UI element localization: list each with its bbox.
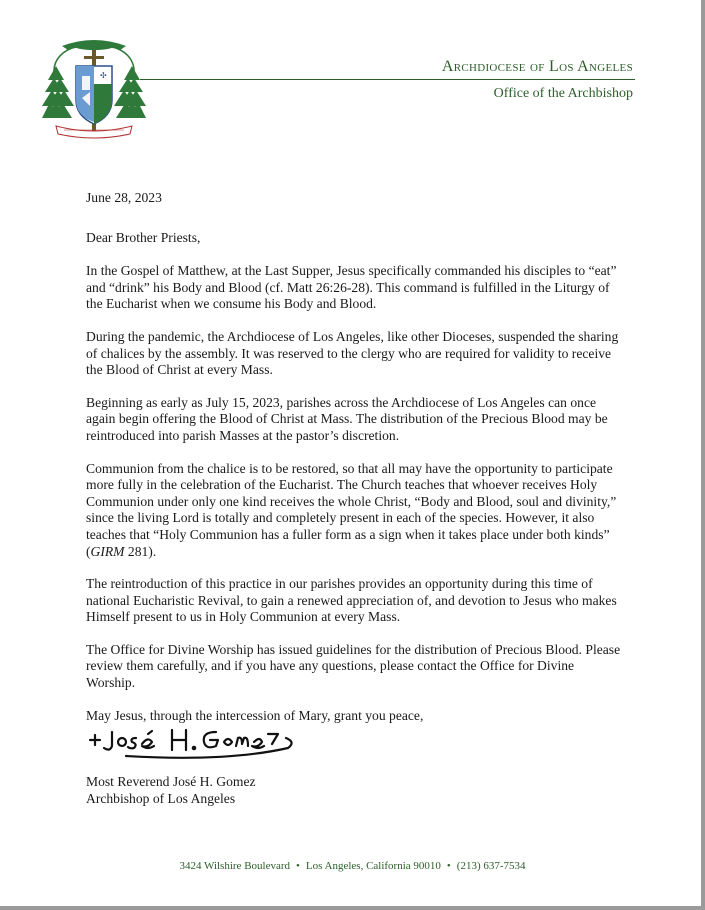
paragraph-4-text: Communion from the chalice is to be restored, so that all may have the opportunity to participate more fully in the celebration of the Eucharist. The Church teaches that whoever receives Holy Communion under only one kind receives the whole Christ, “Body and Blood, soul and divinity,” since the living Lord is totally and completely present in each of the species. However, it also teaches that “Holy Communion has a fuller form as a sign when it takes place under both kinds” (: [86, 460, 617, 559]
letter-body: [86, 190, 626, 740]
page-edge-bottom: [0, 906, 705, 910]
footer-separator-2: •: [446, 860, 451, 872]
letter-greeting: Dear Brother Priests,: [86, 229, 201, 245]
footer-address: [0, 860, 705, 872]
footer-phone: (213) 637-7534: [456, 860, 526, 872]
svg-text:✣: ✣: [100, 71, 107, 80]
closing-line: May Jesus, through the intercession of Mary, grant you peace,: [86, 707, 424, 723]
header-rule: [140, 79, 635, 80]
handwritten-signature: [86, 722, 296, 762]
organization-name: Archdiocese of Los Angeles: [441, 58, 633, 75]
paragraph-4-end: 281).: [124, 543, 157, 559]
signer-name: Most Reverend José H. Gomez: [86, 774, 256, 789]
paragraph-3: Beginning as early as July 15, 2023, parishes across the Archdiocese of Los Angeles can once again begin offering the Blood of Christ at Mass. The distribution of the Precious Blood may be reintroduced into parish Masses at the pastor’s discretion.: [86, 394, 608, 443]
paragraph-4: [86, 461, 626, 561]
footer-street: 3424 Wilshire Boulevard: [179, 860, 291, 872]
paragraph-6: The Office for Divine Worship has issued guidelines for the distribution of Precious Blood. Please review them carefully, and if you have any questions, please contact the Office for Divine Worship.: [86, 641, 621, 691]
girm-citation: GIRM: [90, 543, 125, 559]
page-edge-right: [701, 0, 705, 910]
letter-date: June 28, 2023: [86, 190, 162, 205]
signer-block: [86, 774, 256, 807]
office-name: Office of the Archbishop: [493, 86, 633, 101]
paragraph-5: The reintroduction of this practice in our parishes provides an opportunity during this time of national Eucharistic Revival, to gain a renewed appreciation of, and devotion to Jesus who makes Himself present to us in Holy Communion at every Mass.: [86, 576, 617, 625]
paragraph-2: During the pandemic, the Archdiocese of Los Angeles, like other Dioceses, suspended the sharing of chalices by the assembly. It was reserved to the clergy who are required for validity to receive the Blood of Christ at every Mass.: [86, 328, 619, 378]
coat-of-arms-logo: [42, 36, 146, 148]
footer-city: Los Angeles, California 90010: [305, 860, 441, 872]
paragraph-1: In the Gospel of Matthew, at the Last Supper, Jesus specifically commanded his disciples to “eat” and “drink” his Body and Blood (cf. Matt 26:26-28). This command is fulfilled in the Liturgy of the Eucharist when we consume his Body and Blood.: [86, 263, 617, 312]
footer-separator-1: •: [296, 860, 300, 872]
signer-title: Archbishop of Los Angeles: [86, 790, 236, 806]
